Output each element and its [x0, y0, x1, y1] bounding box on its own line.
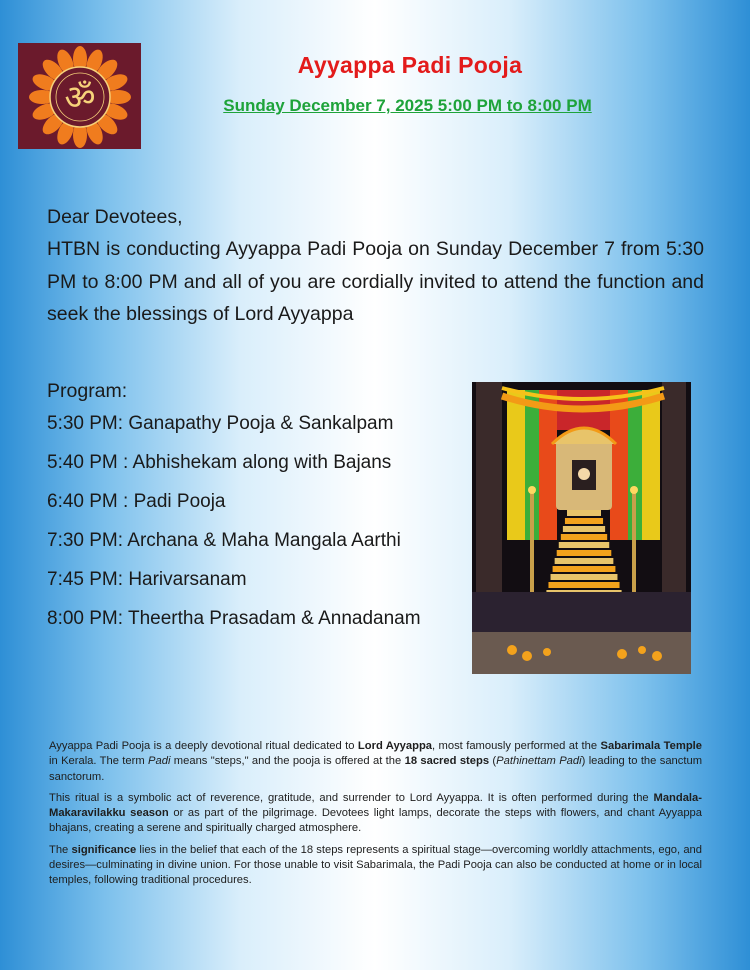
text-run: lies in the belief that each of the 18 steps represents a spiritual stage—overcoming worldly attachments, ego, and desires—culminating in divine union. For those unable to visit Sabarimala, the Padi Pooja can also be conducted at home or in local temples, following traditional procedures.: [49, 843, 703, 887]
program-item: 7:30 PM: Archana & Maha Mangala Aarthi: [47, 530, 401, 551]
invitation-block: [47, 201, 704, 330]
text-run: (: [489, 755, 497, 768]
program-item: 7:45 PM: Harivarsanam: [47, 569, 247, 590]
bold-run: Sabarimala Temple: [600, 740, 702, 752]
page-title: Ayyappa Padi Pooja: [297, 52, 523, 78]
text-run: This ritual is a symbolic act of reverence, gratitude, and surrender to Lord Ayyappa. It is often performed during the: [49, 791, 654, 804]
greeting: Dear Devotees,: [47, 206, 183, 228]
bold-run: Mandala-Makaravilakku season: [49, 791, 702, 820]
text-run: The: [49, 843, 72, 856]
text-run: means "steps," and the pooja is offered at the: [170, 755, 405, 768]
invitation-body: HTBN is conducting Ayyappa Padi Pooja on Sunday December 7 from 5:30 PM to 8:00 PM and all of you are cordially invited to attend the function and seek the blessings of Lord Ayyappa: [47, 238, 704, 325]
italic-run: Padi: [148, 755, 171, 768]
padi-pooja-altar-photo: [472, 382, 691, 674]
program-item: 8:00 PM: Theertha Prasadam & Annadanam: [47, 608, 421, 629]
program-heading: Program:: [47, 380, 128, 402]
description-paragraph: [49, 739, 702, 785]
description-paragraph: [49, 843, 702, 889]
program-item: 6:40 PM : Padi Pooja: [47, 491, 226, 512]
text-run: in Kerala. The term: [49, 755, 149, 768]
program-item: 5:30 PM: Ganapathy Pooja & Sankalpam: [47, 413, 394, 434]
text-run: , most famously performed at the: [432, 740, 601, 752]
bold-run: 18 sacred steps: [404, 755, 490, 768]
italic-run: Pathinettam Padi: [496, 755, 582, 768]
svg-text:ॐ: ॐ: [64, 78, 96, 118]
event-datetime: Sunday December 7, 2025 5:00 PM to 8:00 PM: [223, 96, 592, 115]
text-run: Ayyappa Padi Pooja is a deeply devotional ritual dedicated to: [49, 740, 358, 752]
altar-photo: [472, 382, 691, 674]
text-run: ) leading to the sanctum sanctorum.: [49, 755, 703, 783]
description-block: [49, 739, 702, 895]
bold-run: Lord Ayyappa: [357, 740, 433, 752]
description-paragraph: [49, 791, 702, 837]
program-item: 5:40 PM : Abhishekam along with Bajans: [47, 452, 392, 473]
bold-run: significance: [71, 843, 137, 856]
text-run: or as part of the pilgrimage. Devotees light lamps, decorate the steps with flowers, and chant Ayyappa bhajans, creating a serene and spiritually charged atmosphere.: [49, 807, 702, 835]
